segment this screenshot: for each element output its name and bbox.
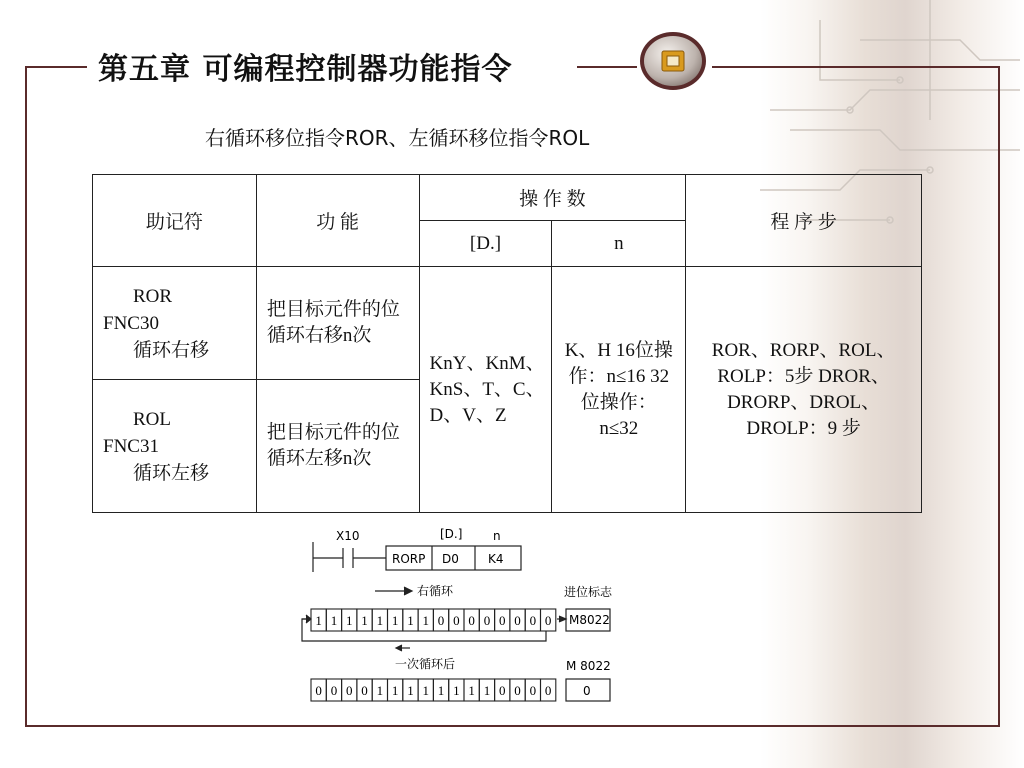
mnemonic-name: ROR bbox=[133, 285, 173, 307]
instr-n: K4 bbox=[488, 552, 504, 566]
after-label: 一次循环后 bbox=[395, 657, 456, 671]
frame-bottom bbox=[25, 725, 1000, 727]
operand-d-label: [D.] bbox=[440, 527, 463, 541]
bit-after-value: 1 bbox=[422, 683, 429, 698]
mnemonic-fnc: FNC30 bbox=[103, 312, 159, 334]
header-operand-d: [D.] bbox=[419, 221, 552, 267]
operand-d-value: KnY、KnM、KnS、T、C、D、V、Z bbox=[419, 267, 552, 513]
bit-before-value: 0 bbox=[453, 613, 460, 628]
mnemonic-fnc: FNC31 bbox=[103, 435, 159, 457]
bit-before-value: 1 bbox=[391, 613, 399, 628]
header-mnemonic: 助记符 bbox=[93, 175, 257, 267]
bit-after-value: 1 bbox=[437, 683, 445, 698]
frame-right bbox=[998, 66, 1000, 727]
bit-before-value: 0 bbox=[514, 613, 521, 628]
bit-before-value: 0 bbox=[483, 613, 491, 628]
bit-before-value: 1 bbox=[330, 613, 338, 628]
mnemonic-name: ROL bbox=[133, 408, 171, 430]
frame-top-left bbox=[25, 66, 87, 68]
bit-after-value: 0 bbox=[514, 683, 521, 698]
bit-before-value: 0 bbox=[544, 613, 552, 628]
bit-after-value: 0 bbox=[315, 683, 322, 698]
bit-after-value: 0 bbox=[544, 683, 552, 698]
header-operand-n: n bbox=[552, 221, 686, 267]
bit-after-value: 1 bbox=[376, 683, 384, 698]
steps-value: ROR、RORP、ROL、ROLP：5步 DROR、DRORP、DROL、DROLP：9 步 bbox=[686, 267, 922, 513]
bit-before-value: 0 bbox=[529, 613, 537, 628]
bit-after-value: 1 bbox=[407, 683, 414, 698]
bit-before-value: 1 bbox=[361, 613, 368, 628]
bit-after-value: 0 bbox=[346, 683, 353, 698]
header-steps: 程 序 步 bbox=[686, 175, 922, 267]
operand-n-label: n bbox=[493, 529, 501, 543]
bit-after-value: 1 bbox=[483, 683, 491, 698]
contact-label: X10 bbox=[336, 529, 360, 543]
frame-top-middle bbox=[577, 66, 637, 68]
bit-before-value: 1 bbox=[407, 613, 414, 628]
chapter-title: 第五章 可编程控制器功能指令 bbox=[98, 52, 513, 87]
instruction-table bbox=[92, 174, 922, 513]
bit-before-value: 0 bbox=[437, 613, 445, 628]
bit-after-value: 1 bbox=[391, 683, 399, 698]
carry-label: 进位标志 bbox=[564, 585, 613, 599]
carry-device: M8022 bbox=[569, 613, 610, 627]
instr-op: RORP bbox=[392, 552, 426, 566]
row-ror-function: 把目标元件的位循环右移n次 bbox=[256, 267, 419, 380]
frame-left bbox=[25, 66, 27, 727]
mnemonic-desc: 循环左移 bbox=[133, 462, 210, 484]
slide-subtitle: 右循环移位指令ROR、左循环移位指令ROL bbox=[205, 126, 590, 150]
bit-before-value: 1 bbox=[422, 613, 429, 628]
bit-before-value: 0 bbox=[468, 613, 475, 628]
carry-after-value: 0 bbox=[583, 684, 591, 698]
header-operands: 操 作 数 bbox=[419, 175, 686, 221]
bit-after-value: 0 bbox=[499, 683, 506, 698]
bit-after-value: 1 bbox=[453, 683, 460, 698]
bit-before-value: 0 bbox=[499, 613, 506, 628]
bit-before-value: 1 bbox=[376, 613, 384, 628]
operand-n-value: K、H 16位操作：n≤16 32位操作：n≤32 bbox=[552, 267, 686, 513]
bit-after-value: 0 bbox=[361, 683, 368, 698]
ror-example-diagram bbox=[300, 520, 630, 710]
row-rol-mnemonic bbox=[93, 380, 257, 513]
bit-before-value: 1 bbox=[346, 613, 353, 628]
arrow-label: 右循环 bbox=[417, 584, 454, 598]
square-badge-icon bbox=[638, 30, 708, 92]
frame-top-right bbox=[712, 66, 1000, 68]
bit-before-value: 1 bbox=[315, 613, 322, 628]
carry-device-after: M 8022 bbox=[566, 659, 611, 673]
bit-after-value: 1 bbox=[468, 683, 475, 698]
mnemonic-desc: 循环右移 bbox=[133, 339, 210, 361]
bit-after-value: 0 bbox=[330, 683, 338, 698]
row-ror-mnemonic bbox=[93, 267, 257, 380]
bit-after-value: 0 bbox=[529, 683, 537, 698]
header-function: 功 能 bbox=[256, 175, 419, 267]
row-rol-function: 把目标元件的位循环左移n次 bbox=[256, 380, 419, 513]
instr-d: D0 bbox=[442, 552, 459, 566]
